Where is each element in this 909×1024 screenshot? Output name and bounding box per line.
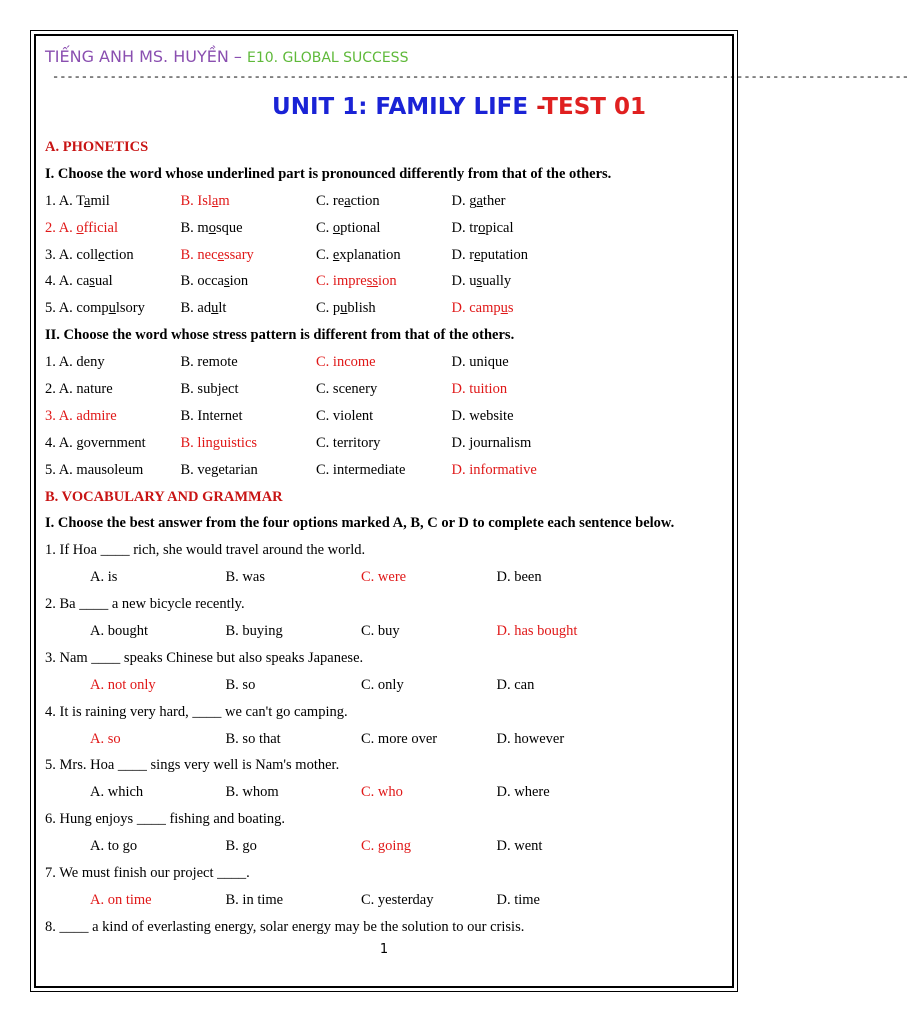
underlined-sound: o <box>76 219 84 236</box>
answer-option: B. so that <box>225 730 281 747</box>
answer-option: C. more over <box>361 730 438 747</box>
answer-option: D. however <box>496 730 565 747</box>
options-row <box>45 618 725 645</box>
option-text: lt <box>218 300 227 317</box>
underlined-sound: o <box>208 219 216 236</box>
grammar-instruction: I. Choose the best answer from the four options marked A, B, C or D to complete each sentence below. <box>45 515 675 532</box>
option-text: D. camp <box>451 300 501 317</box>
answer-option <box>316 242 452 269</box>
answer-option <box>45 215 181 242</box>
underlined-sound: a <box>476 192 483 209</box>
worksheet-content <box>45 134 725 941</box>
option-text: C. <box>316 219 333 236</box>
option-text: fficial <box>83 219 119 236</box>
grammar-questions <box>45 537 725 913</box>
answer-option: B. Internet <box>180 407 243 424</box>
answer-option: D. where <box>496 784 550 801</box>
answer-option <box>316 215 452 242</box>
answer-option: B. vegetarian <box>180 461 258 478</box>
option-text: D. r <box>451 246 475 263</box>
option-text: C. impre <box>316 273 367 290</box>
page-header <box>45 47 408 66</box>
brand-name: TIẾNG ANH MS. HUYỀN <box>45 47 229 66</box>
question-row <box>45 430 725 457</box>
question-row <box>45 295 725 322</box>
option-text: B. ad <box>180 300 212 317</box>
question-row <box>45 188 725 215</box>
underlined-sound: a <box>211 192 219 209</box>
header-dash: – <box>228 47 247 66</box>
underlined-sound: s <box>223 273 230 290</box>
section-b-heading: B. VOCABULARY AND GRAMMAR <box>45 488 283 505</box>
option-text: ction <box>350 192 380 209</box>
option-text: blish <box>347 300 376 317</box>
answer-option: A. on time <box>90 891 152 908</box>
title-separator: - <box>528 94 543 120</box>
option-text: 4. A. ca <box>45 273 90 290</box>
answer-option: B. go <box>225 838 257 855</box>
option-text: C. re <box>316 192 345 209</box>
answer-option <box>181 188 317 215</box>
answer-option <box>181 242 317 269</box>
answer-option: D. has bought <box>496 623 578 640</box>
question-stem: 2. Ba ____ a new bicycle recently. <box>45 596 245 613</box>
answer-option: A. bought <box>90 623 148 640</box>
pronunciation-questions <box>45 188 725 322</box>
answer-option <box>452 215 588 242</box>
option-text: D. u <box>451 273 477 290</box>
answer-option: 5. A. mausoleum <box>45 461 144 478</box>
answer-option: D. informative <box>451 461 537 478</box>
answer-option: A. so <box>90 730 121 747</box>
option-text: 3. A. coll <box>45 246 99 263</box>
options-row <box>45 779 725 806</box>
course-name: E10. GLOBAL SUCCESS <box>246 50 409 66</box>
header-rule: ----------------------------------------------------------------------------------------------------------------------- <box>52 70 909 84</box>
option-text: C. <box>316 246 333 263</box>
underlined-sound: u <box>108 300 116 317</box>
question-row <box>45 215 725 242</box>
answer-option <box>45 295 181 322</box>
answer-option <box>181 268 317 295</box>
answer-option: A. which <box>90 784 144 801</box>
answer-option: B. buying <box>225 623 283 640</box>
answer-option: 4. A. government <box>45 434 146 451</box>
answer-option: 3. A. admire <box>45 407 117 424</box>
underlined-sound: e <box>474 246 481 263</box>
question-stem: 7. We must finish our project ____. <box>45 865 250 882</box>
answer-option: 2. A. nature <box>45 381 113 398</box>
answer-option: D. can <box>496 676 535 693</box>
option-text: B. nec <box>180 246 218 263</box>
answer-option: C. only <box>361 676 404 693</box>
answer-option: D. tuition <box>451 381 508 398</box>
option-text: ually <box>482 273 512 290</box>
options-row <box>45 672 725 699</box>
option-text: sque <box>215 219 243 236</box>
answer-option <box>452 242 588 269</box>
options-row <box>45 833 725 860</box>
underlined-sound: o <box>332 219 341 236</box>
phonetics-instruction: I. Choose the word whose underlined part is pronounced differently from that of the others. <box>45 165 612 182</box>
answer-option <box>181 215 317 242</box>
answer-option: D. journalism <box>451 434 532 451</box>
page-number: 1 <box>379 942 389 957</box>
section-a-heading: A. PHONETICS <box>45 139 149 155</box>
answer-option: C. yesterday <box>361 891 434 908</box>
question-stem: 3. Nam ____ speaks Chinese but also speaks Japanese. <box>45 649 364 666</box>
question-row <box>45 349 725 376</box>
question-stem: 1. If Hoa ____ rich, she would travel around the world. <box>45 542 366 559</box>
stress-instruction: II. Choose the word whose stress pattern is different from that of the others. <box>45 327 515 344</box>
answer-option <box>316 268 452 295</box>
option-text: 5. A. comp <box>45 300 109 317</box>
underlined-sound: a <box>344 192 351 209</box>
page-title <box>0 94 768 120</box>
answer-option: D. time <box>496 891 540 908</box>
option-text: putation <box>480 246 529 263</box>
answer-option <box>452 268 588 295</box>
option-text: D. tr <box>451 219 479 236</box>
question-stem: 5. Mrs. Hoa ____ sings very well is Nam's mother. <box>45 757 340 774</box>
answer-option: B. linguistics <box>180 434 258 451</box>
answer-option: D. went <box>496 838 543 855</box>
answer-option: B. whom <box>225 784 279 801</box>
answer-option: C. territory <box>316 434 381 451</box>
answer-option: C. income <box>316 354 376 371</box>
underlined-sound: e <box>332 246 340 263</box>
option-text: 1. A. T <box>45 192 85 209</box>
answer-option: B. so <box>225 676 256 693</box>
option-text: m <box>218 192 230 209</box>
question-stem: 6. Hung enjoys ____ fishing and boating. <box>45 811 286 828</box>
option-text: ual <box>94 273 113 290</box>
option-text: ion <box>378 273 397 290</box>
answer-option: B. remote <box>180 354 238 371</box>
option-text: B. occa <box>180 273 224 290</box>
answer-option: A. to go <box>90 838 138 855</box>
option-text: lsory <box>115 300 145 317</box>
answer-option: D. been <box>496 569 542 586</box>
underlined-sound: a <box>84 192 91 209</box>
option-text: ther <box>482 192 506 209</box>
answer-option <box>181 295 317 322</box>
option-text: ssary <box>223 246 254 263</box>
underlined-sound: s <box>89 273 95 290</box>
underlined-sound: ss <box>366 273 379 290</box>
answer-option: D. website <box>451 407 514 424</box>
answer-option <box>452 295 588 322</box>
answer-option: C. scenery <box>316 381 378 398</box>
answer-option: B. in time <box>225 891 284 908</box>
option-text: ion <box>229 273 249 290</box>
underlined-sound: u <box>500 300 508 317</box>
answer-option: 1. A. deny <box>45 354 105 371</box>
question-row <box>45 457 725 484</box>
option-text: C. p <box>316 300 341 317</box>
option-text: ptional <box>340 219 381 236</box>
answer-option: C. violent <box>316 407 374 424</box>
answer-option <box>45 188 181 215</box>
answer-option: D. unique <box>451 354 509 371</box>
options-row <box>45 887 725 914</box>
answer-option: B. subject <box>180 381 239 398</box>
underlined-sound: e <box>98 246 105 263</box>
answer-option: A. not only <box>90 676 156 693</box>
answer-option <box>45 242 181 269</box>
option-text: 2. A. <box>45 219 77 236</box>
underlined-sound: e <box>217 246 224 263</box>
answer-option: C. going <box>361 838 411 855</box>
answer-option: C. intermediate <box>316 461 406 478</box>
answer-option: A. is <box>90 569 118 586</box>
question-row <box>45 403 725 430</box>
answer-option: B. was <box>225 569 265 586</box>
option-text: D. g <box>451 192 477 209</box>
option-text: xplanation <box>339 246 401 263</box>
option-text: ction <box>104 246 134 263</box>
question-row <box>45 268 725 295</box>
question-stem: 4. It is raining very hard, ____ we can't go camping. <box>45 703 348 720</box>
answer-option <box>45 268 181 295</box>
option-text: pical <box>485 219 514 236</box>
option-text: B. m <box>180 219 209 236</box>
options-row <box>45 726 725 753</box>
option-text: s <box>507 300 514 317</box>
answer-option <box>452 188 588 215</box>
answer-option: C. who <box>361 784 403 801</box>
answer-option: C. buy <box>361 623 400 640</box>
options-row <box>45 564 725 591</box>
answer-option: C. were <box>361 569 407 586</box>
underlined-sound: s <box>476 273 483 290</box>
stress-questions <box>45 349 725 483</box>
underlined-sound: u <box>211 300 219 317</box>
title-unit: UNIT 1: FAMILY LIFE <box>272 94 529 120</box>
answer-option <box>316 188 452 215</box>
underlined-sound: u <box>340 300 348 317</box>
answer-option <box>316 295 452 322</box>
option-text: B. Isl <box>180 192 212 209</box>
title-test: TEST 01 <box>542 94 646 120</box>
question-stem: 8. ____ a kind of everlasting energy, solar energy may be the solution to our crisis. <box>45 918 525 935</box>
question-row <box>45 376 725 403</box>
option-text: mil <box>90 192 110 209</box>
underlined-sound: o <box>478 219 486 236</box>
question-row <box>45 242 725 269</box>
